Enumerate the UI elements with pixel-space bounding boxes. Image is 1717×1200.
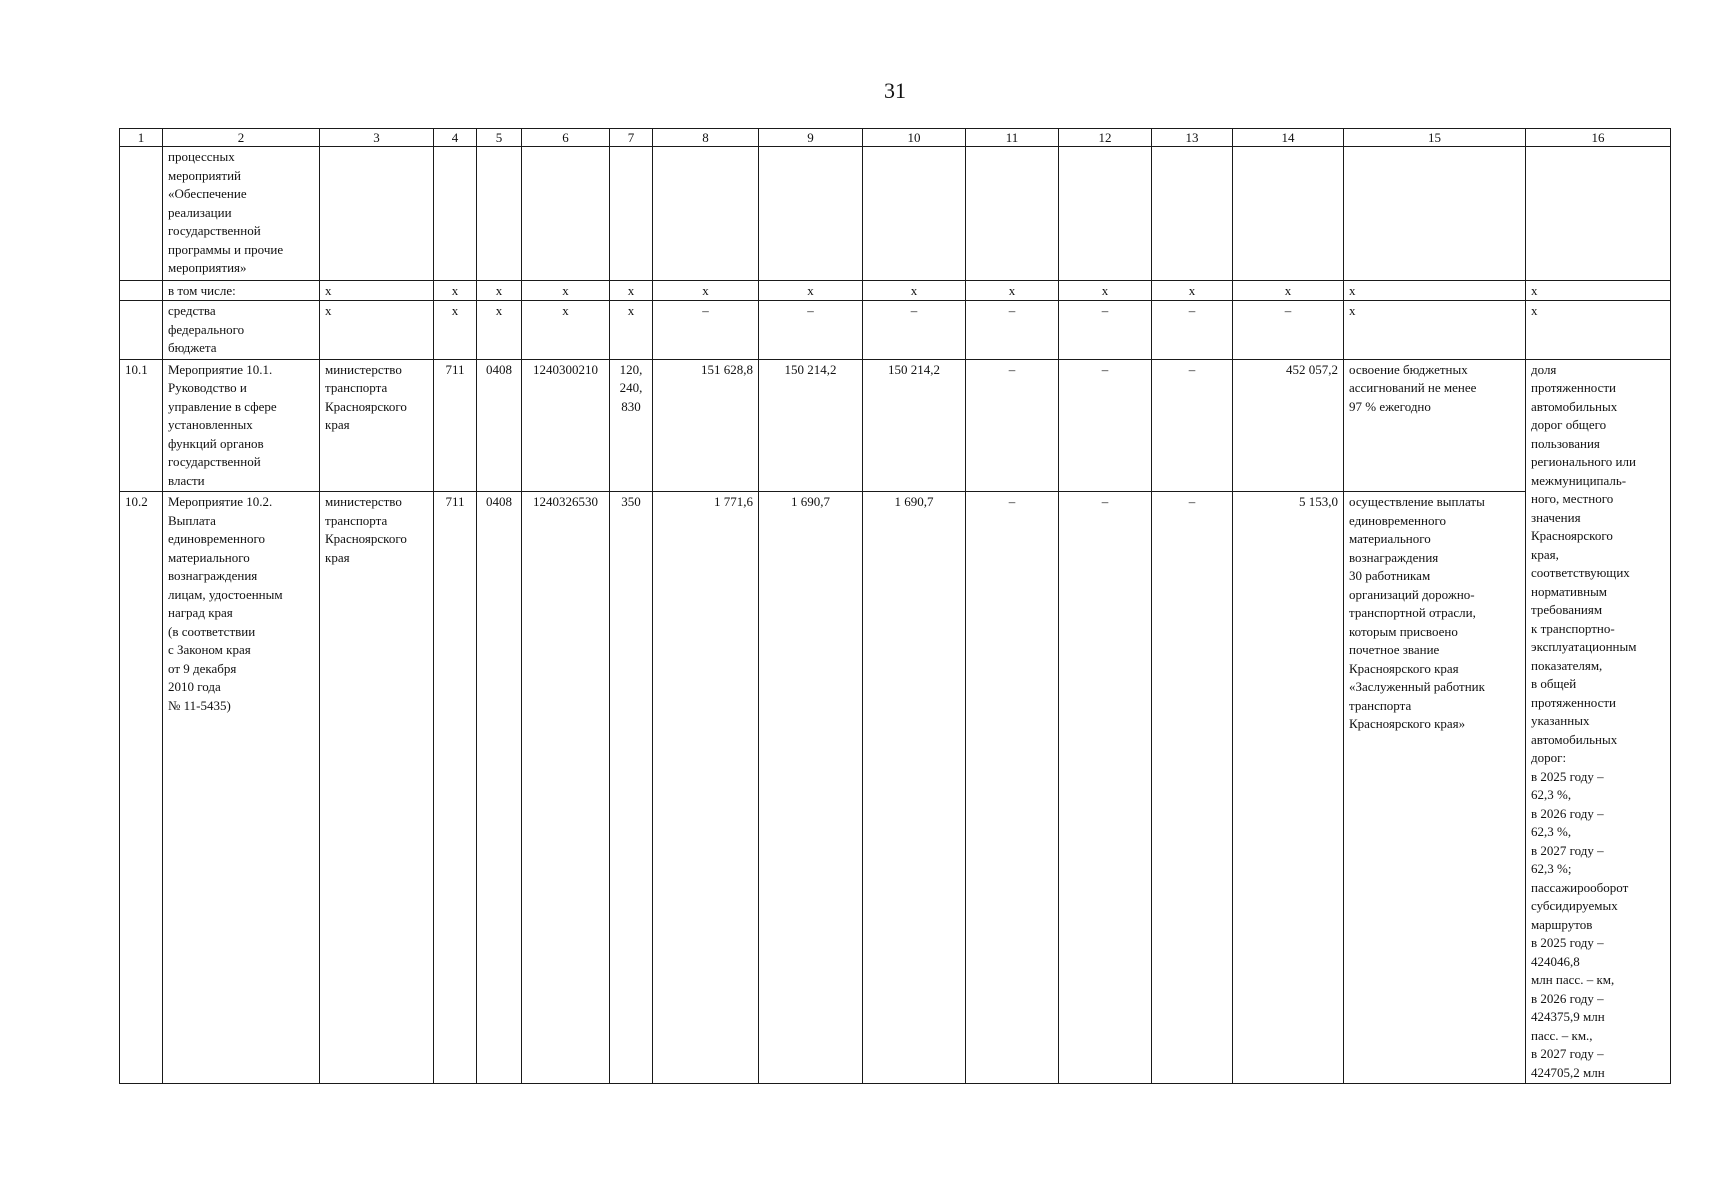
table-cell: – [1233,301,1344,360]
table-cell: – [966,359,1059,492]
table-cell: 0408 [477,492,522,1084]
table-cell [1344,147,1526,281]
table-cell: х [653,281,759,301]
table-cell: х [610,281,653,301]
table-cell [477,147,522,281]
table-cell: х [477,301,522,360]
table-cell: 5 153,0 [1233,492,1344,1084]
table-cell: – [1059,359,1152,492]
column-header: 5 [477,129,522,147]
table-cell: 1240326530 [522,492,610,1084]
page-number: 31 [884,78,906,103]
column-header: 9 [759,129,863,147]
row-number: 10.1 [120,359,163,492]
program-table [119,128,1671,1084]
table-row [120,281,1671,301]
table-cell [320,147,434,281]
column-header: 13 [1152,129,1233,147]
table-cell: х [966,281,1059,301]
column-header: 10 [863,129,966,147]
table-cell: х [1152,281,1233,301]
column-header: 7 [610,129,653,147]
table-cell: 350 [610,492,653,1084]
table-cell: 1 690,7 [863,492,966,1084]
table-row [120,147,1671,281]
column-header: 4 [434,129,477,147]
table-cell: – [1152,359,1233,492]
table-cell: 1 771,6 [653,492,759,1084]
table-cell: х [522,301,610,360]
table-cell: 452 057,2 [1233,359,1344,492]
table-cell [120,301,163,360]
table-cell: 1240300210 [522,359,610,492]
column-header: 15 [1344,129,1526,147]
table-cell: х [477,281,522,301]
table-cell: х [1526,281,1671,301]
column-header: 2 [163,129,320,147]
table-cell [610,147,653,281]
table-cell: – [1059,301,1152,360]
table-cell: х [1344,301,1526,360]
table-cell: х [759,281,863,301]
column-header: 11 [966,129,1059,147]
table-cell: 711 [434,492,477,1084]
table-cell [120,147,163,281]
table-cell: – [966,492,1059,1084]
target-indicator: доля протяженности автомобильных дорог общего пользования регионального или межмуниципаль- ного, местного значения Красноярского края, соответствующих нормативным требованиям к транспортно- эксплуатационным показателям, в общей протяженности указанных автомобильных дорог: в 2025 году – 62,3 %, в 2026 году – 62,3 %, в 2027 году – 62,3 %; пассажирооборот субсидируемых маршрутов в 2025 году – 424046,8 млн пасс. – км, в 2026 году – 424375,9 млн пасс. – км., в 2027 году – 424705,2 млн [1526,359,1671,1084]
table-cell [966,147,1059,281]
executor: министерство транспорта Красноярского края [320,359,434,492]
table-cell: – [966,301,1059,360]
expected-result: освоение бюджетных ассигнований не менее 97 % ежегодно [1344,359,1526,492]
table-cell: – [759,301,863,360]
table-cell: 150 214,2 [759,359,863,492]
table-cell: х [1526,301,1671,360]
table-cell: х [320,281,434,301]
table-cell: х [1233,281,1344,301]
measure-name: Мероприятие 10.2. Выплата единовременного материального вознаграждения лицам, удостоенным наград края (в соответствии с Законом края от 9 декабря 2010 года № 11-5435) [163,492,320,1084]
table-cell: х [434,301,477,360]
column-header: 14 [1233,129,1344,147]
table-row [120,359,1671,492]
table-cell: х [863,281,966,301]
column-number-row [120,129,1671,147]
table-cell: 711 [434,359,477,492]
table-cell: х [434,281,477,301]
table-cell: х [320,301,434,360]
table-cell [863,147,966,281]
column-header: 1 [120,129,163,147]
table-cell: – [1152,492,1233,1084]
table-cell [1526,147,1671,281]
table-cell: 150 214,2 [863,359,966,492]
subprogram-name-continued: процессных мероприятий «Обеспечение реализации государственной программы и прочие мероприятия» [163,147,320,281]
table-cell: х [1344,281,1526,301]
table-cell: 0408 [477,359,522,492]
table-cell [522,147,610,281]
row-label: в том числе: [163,281,320,301]
table-cell [1233,147,1344,281]
table-cell: 120, 240, 830 [610,359,653,492]
table-cell: х [1059,281,1152,301]
table-cell: х [522,281,610,301]
column-header: 6 [522,129,610,147]
executor: министерство транспорта Красноярского края [320,492,434,1084]
table-cell [1059,147,1152,281]
table-cell [120,281,163,301]
table-row [120,301,1671,360]
column-header: 3 [320,129,434,147]
table-cell: – [863,301,966,360]
row-number: 10.2 [120,492,163,1084]
expected-result: осуществление выплаты единовременного материального вознаграждения 30 работникам организаций дорожно- транспортной отрасли, которым присвоено почетное звание Красноярского края «Заслуженный работник транспорта Красноярского края» [1344,492,1526,1084]
column-header: 8 [653,129,759,147]
table-cell [759,147,863,281]
table-cell [653,147,759,281]
measure-name: Мероприятие 10.1. Руководство и управление в сфере установленных функций органов государственной власти [163,359,320,492]
table-cell: – [1152,301,1233,360]
table-cell: – [1059,492,1152,1084]
table-cell: – [653,301,759,360]
table-row [120,492,1671,1084]
column-header: 16 [1526,129,1671,147]
table-cell: х [610,301,653,360]
table-cell: 1 690,7 [759,492,863,1084]
row-label: средства федерального бюджета [163,301,320,360]
table-cell [1152,147,1233,281]
table-cell: 151 628,8 [653,359,759,492]
table-cell [434,147,477,281]
column-header: 12 [1059,129,1152,147]
